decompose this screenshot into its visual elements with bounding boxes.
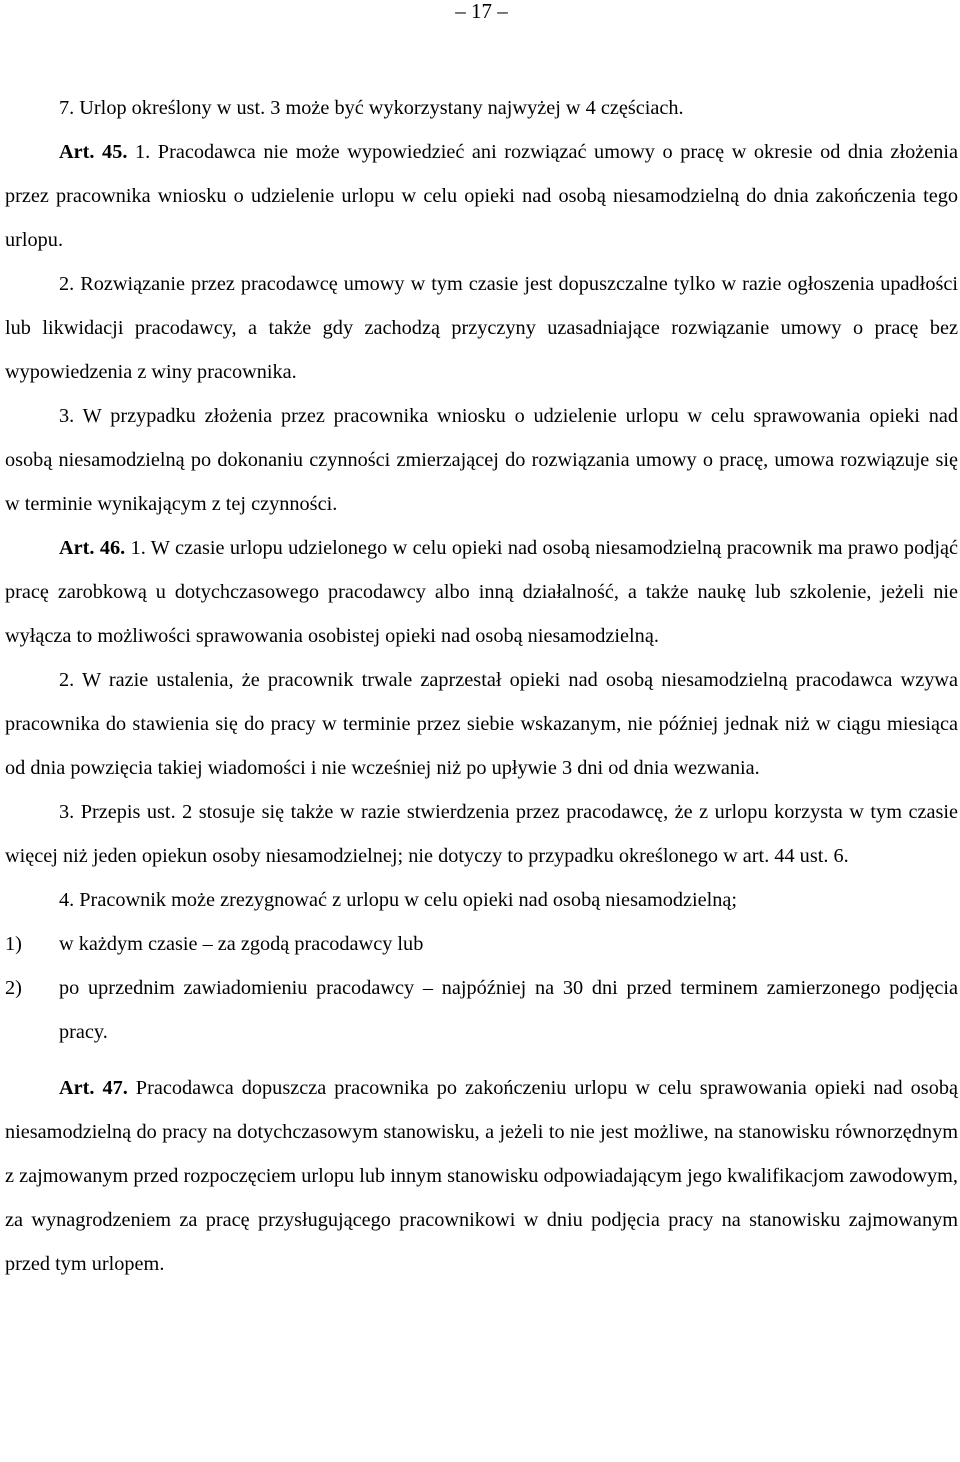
paragraph-art46-ust1 — [5, 526, 958, 658]
article-label-47: Art. 47. — [59, 1077, 128, 1099]
document-page — [5, 0, 958, 1286]
paragraph-art45-ust3: 3. W przypadku złożenia przez pracownika wniosku o udzielenie urlopu w celu sprawowania opieki nad osobą niesamodzielną po dokonaniu czynności zmierzającej do rozwiązania umowy o pracę, umowa rozwiązuje się w terminie wynikającym z tej czynności. — [5, 405, 958, 515]
list-item-text: w każdym czasie – za zgodą pracodawcy lub — [59, 933, 424, 955]
art47-text: Pracodawca dopuszcza pracownika po zakończeniu urlopu w celu sprawowania opieki nad osobą niesamodzielną do pracy na dotychczasowym stanowisku, a jeżeli to nie jest możliwe, na stanowisku równorzędnym z zajmowanym przed rozpoczęciem urlopu lub innym stanowisku odpowiadającym jego kwalifikacjom zawodowym, za wynagrodzeniem za pracę przysługującego pracownikowi w dniu podjęcia pracy na stanowisku zajmowanym przed tym urlopem. — [5, 1077, 958, 1275]
article-label-46: Art. 46. — [59, 537, 126, 559]
paragraph-art45-ust2: 2. Rozwiązanie przez pracodawcę umowy w tym czasie jest dopuszczalne tylko w razie ogłoszenia upadłości lub likwidacji pracodawcy, a także gdy zachodzą przyczyny uzasadniające rozwiązanie umowy o pracę bez wypowiedzenia z winy pracownika. — [5, 273, 958, 383]
paragraph-art45-ust1 — [5, 130, 958, 262]
art46-ust1-text: 1. W czasie urlopu udzielonego w celu opieki nad osobą niesamodzielną pracownik ma prawo podjąć pracę zarobkową u dotychczasowego pracodawcy albo inną działalność, a także naukę lub szkolenie, jeżeli nie wyłącza to możliwości sprawowania osobistej opieki nad osobą niesamodzielną. — [5, 537, 958, 647]
article-label-45: Art. 45. — [59, 141, 128, 163]
paragraph-art44-ust7: 7. Urlop określony w ust. 3 może być wykorzystany najwyżej w 4 częściach. — [59, 97, 684, 119]
list-item-number: 2) — [5, 977, 22, 999]
spacer — [5, 1054, 958, 1066]
list-item-number: 1) — [5, 933, 22, 955]
paragraph-art46-ust4: 4. Pracownik może zrezygnować z urlopu w celu opieki nad osobą niesamodzielną; — [59, 889, 738, 911]
paragraph-art46-ust3: 3. Przepis ust. 2 stosuje się także w razie stwierdzenia przez pracodawcę, że z urlopu korzysta w tym czasie więcej niż jeden opiekun osoby niesamodzielnej; nie dotyczy to przypadku określonego w art. 44 ust. 6. — [5, 801, 958, 867]
list-item-text: po uprzednim zawiadomieniu pracodawcy – najpóźniej na 30 dni przed terminem zamierzonego podjęcia pracy. — [59, 977, 958, 1043]
page-number: – 17 – — [455, 0, 508, 23]
art45-ust1-text: 1. Pracodawca nie może wypowiedzieć ani rozwiązać umowy o pracę w okresie od dnia złożenia przez pracownika wniosku o udzielenie urlopu w celu opieki nad osobą niesamodzielną do dnia zakończenia tego urlopu. — [5, 141, 958, 251]
list-item — [5, 922, 958, 966]
paragraph-art47 — [5, 1066, 958, 1286]
list-item — [5, 966, 958, 1054]
paragraph-art46-ust2: 2. W razie ustalenia, że pracownik trwale zaprzestał opieki nad osobą niesamodzielną pracodawca wzywa pracownika do stawienia się do pracy w terminie przez siebie wskazanym, nie później jednak niż w ciągu miesiąca od dnia powzięcia takiej wiadomości i nie wcześniej niż po upływie 3 dni od dnia wezwania. — [5, 669, 958, 779]
